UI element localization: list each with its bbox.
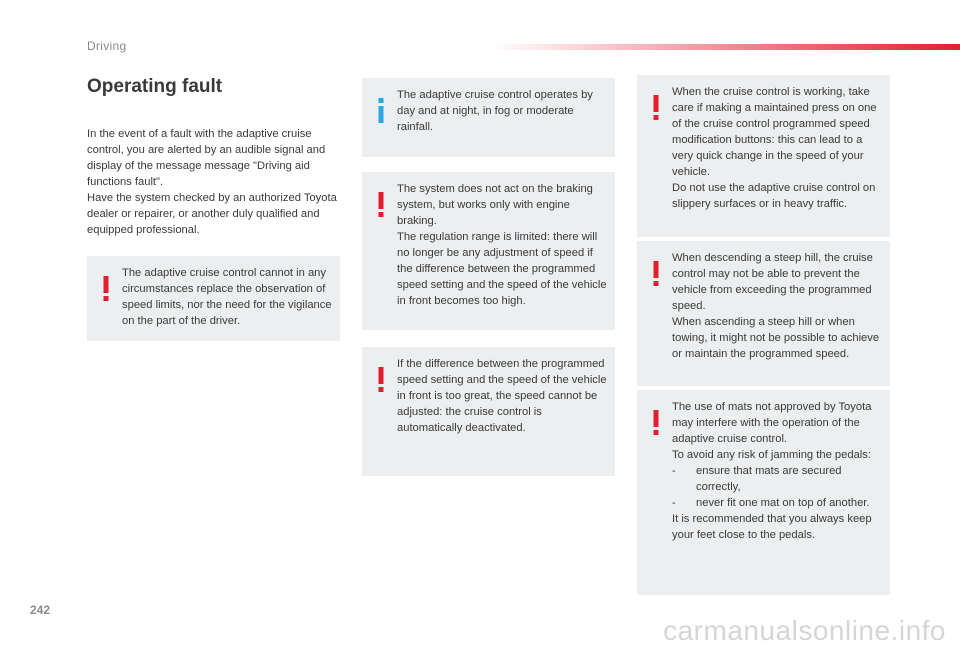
watermark: carmanualsonline.info <box>663 615 946 646</box>
warning-box-speed-difference <box>362 347 615 476</box>
intro-paragraph: Have the system checked by an authorized Toyota dealer or repairer, or another duly qualified and equipped professional. <box>87 192 337 236</box>
warning-box-braking <box>362 172 615 330</box>
warning-box-steep-hill <box>637 241 890 386</box>
section-header-bar <box>490 44 960 50</box>
warning-icon <box>374 190 388 218</box>
list-text: never fit one mat on top of another. <box>696 497 870 509</box>
box-text: The regulation range is limited: there will no longer be any adjustment of speed if the difference between the programmed speed setting and the speed of the vehicle in front becomes too high. <box>397 231 607 307</box>
box-text: It is recommended that you always keep your feet close to the pedals. <box>672 513 872 541</box>
box-text: When descending a steep hill, the cruise control may not be able to prevent the vehicle from exceeding the programmed speed. <box>672 252 873 312</box>
warning-icon <box>649 408 663 436</box>
warning-icon <box>649 93 663 121</box>
box-text: When ascending a steep hill or when towing, it might not be possible to achieve or maintain the programmed speed. <box>672 316 880 360</box>
box-text: If the difference between the programmed speed setting and the speed of the vehicle in front is too great, the speed cannot be adjusted: the cruise control is automatically deactivated. <box>397 358 607 434</box>
box-text: When the cruise control is working, take care if making a maintained press on one of the cruise control programmed speed modification buttons: this can lead to a very quick change in the speed of your vehicle. <box>672 86 877 178</box>
info-box-conditions <box>362 78 615 157</box>
list-text: ensure that mats are secured correctly, <box>696 465 842 493</box>
warning-icon <box>374 365 388 393</box>
page-title: Operating fault <box>87 76 223 97</box>
list-item <box>672 495 884 511</box>
box-text: Do not use the adaptive cruise control on slippery surfaces or in heavy traffic. <box>672 182 876 210</box>
box-text: To avoid any risk of jamming the pedals: <box>672 449 871 461</box>
list-dash: - <box>672 497 676 509</box>
intro-text <box>87 126 342 238</box>
warning-icon <box>99 274 113 302</box>
section-header-label: Driving <box>87 39 127 53</box>
intro-paragraph: In the event of a fault with the adaptive cruise control, you are alerted by an audible signal and display of the message message "Driving aid functions fault". <box>87 128 326 188</box>
box-text: The adaptive cruise control operates by day and at night, in fog or moderate rainfall. <box>397 89 593 133</box>
box-text: The use of mats not approved by Toyota may interfere with the operation of the adaptive cruise control. <box>672 401 872 445</box>
warning-box-vigilance <box>87 256 340 341</box>
list-item <box>672 463 884 495</box>
box-text: The adaptive cruise control cannot in any circumstances replace the observation of speed limits, nor the need for the vigilance on the part of the driver. <box>122 267 332 327</box>
warning-icon <box>649 259 663 287</box>
box-text: The system does not act on the braking system, but works only with engine braking. <box>397 183 593 227</box>
page-number: 242 <box>30 603 51 617</box>
warning-box-buttons <box>637 75 890 237</box>
warning-box-mats <box>637 390 890 595</box>
info-icon <box>374 96 388 124</box>
list-dash: - <box>672 465 676 477</box>
